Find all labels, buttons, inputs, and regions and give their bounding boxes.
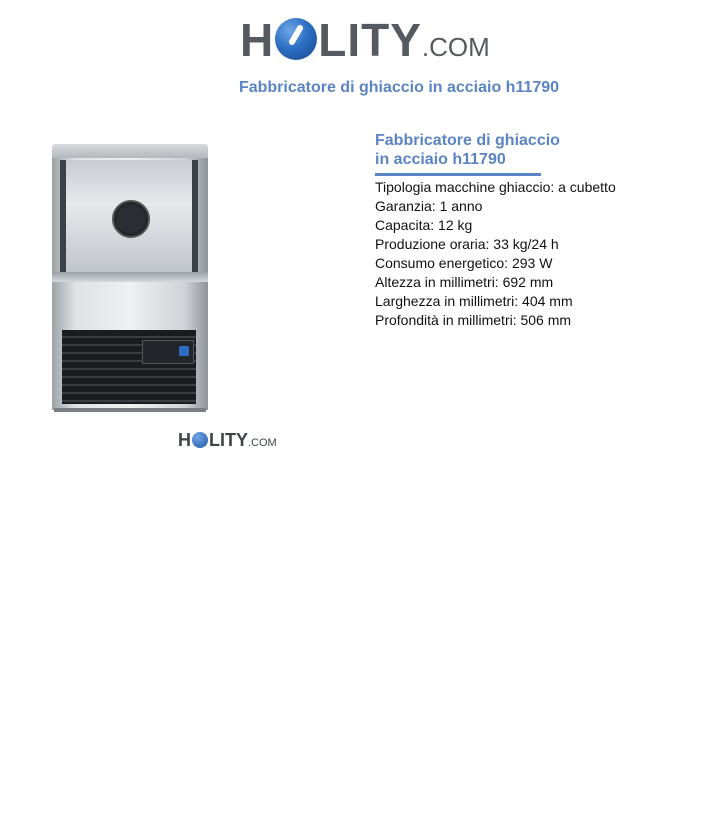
spec-item: Altezza in millimetri: 692 mm <box>375 274 554 290</box>
logo-domain: .COM <box>421 32 490 62</box>
spec-item: Capacita: 12 kg <box>375 217 473 233</box>
spec-item: Profondità in millimetri: 506 mm <box>375 312 572 328</box>
title-divider <box>375 173 541 176</box>
site-logo[interactable] <box>240 12 490 68</box>
knob-icon <box>112 200 150 238</box>
page-title: Fabbricatore di ghiaccio in acciaio h11790 <box>238 79 560 96</box>
spec-item: Larghezza in millimetri: 404 mm <box>375 293 573 309</box>
spec-item: Consumo energetico: 293 W <box>375 255 553 271</box>
watermark-o-icon <box>192 432 208 448</box>
logo-letters: LITY <box>318 14 422 66</box>
spec-item: Produzione oraria: 33 kg/24 h <box>375 236 559 252</box>
spec-list <box>375 178 705 330</box>
spec-item: Tipologia macchine ghiaccio: a cubetto <box>375 179 616 195</box>
spec-item: Garanzia: 1 anno <box>375 198 483 214</box>
product-title: Fabbricatore di ghiaccio in acciaio h11790 <box>375 132 560 168</box>
ice-maker-illustration <box>52 144 208 410</box>
control-panel <box>142 340 194 364</box>
logo-o-icon <box>275 18 317 60</box>
image-watermark-logo: H LITY.COM <box>178 430 277 450</box>
product-image <box>0 132 296 458</box>
logo-letter-h: H <box>240 14 275 66</box>
product-info <box>375 131 705 346</box>
